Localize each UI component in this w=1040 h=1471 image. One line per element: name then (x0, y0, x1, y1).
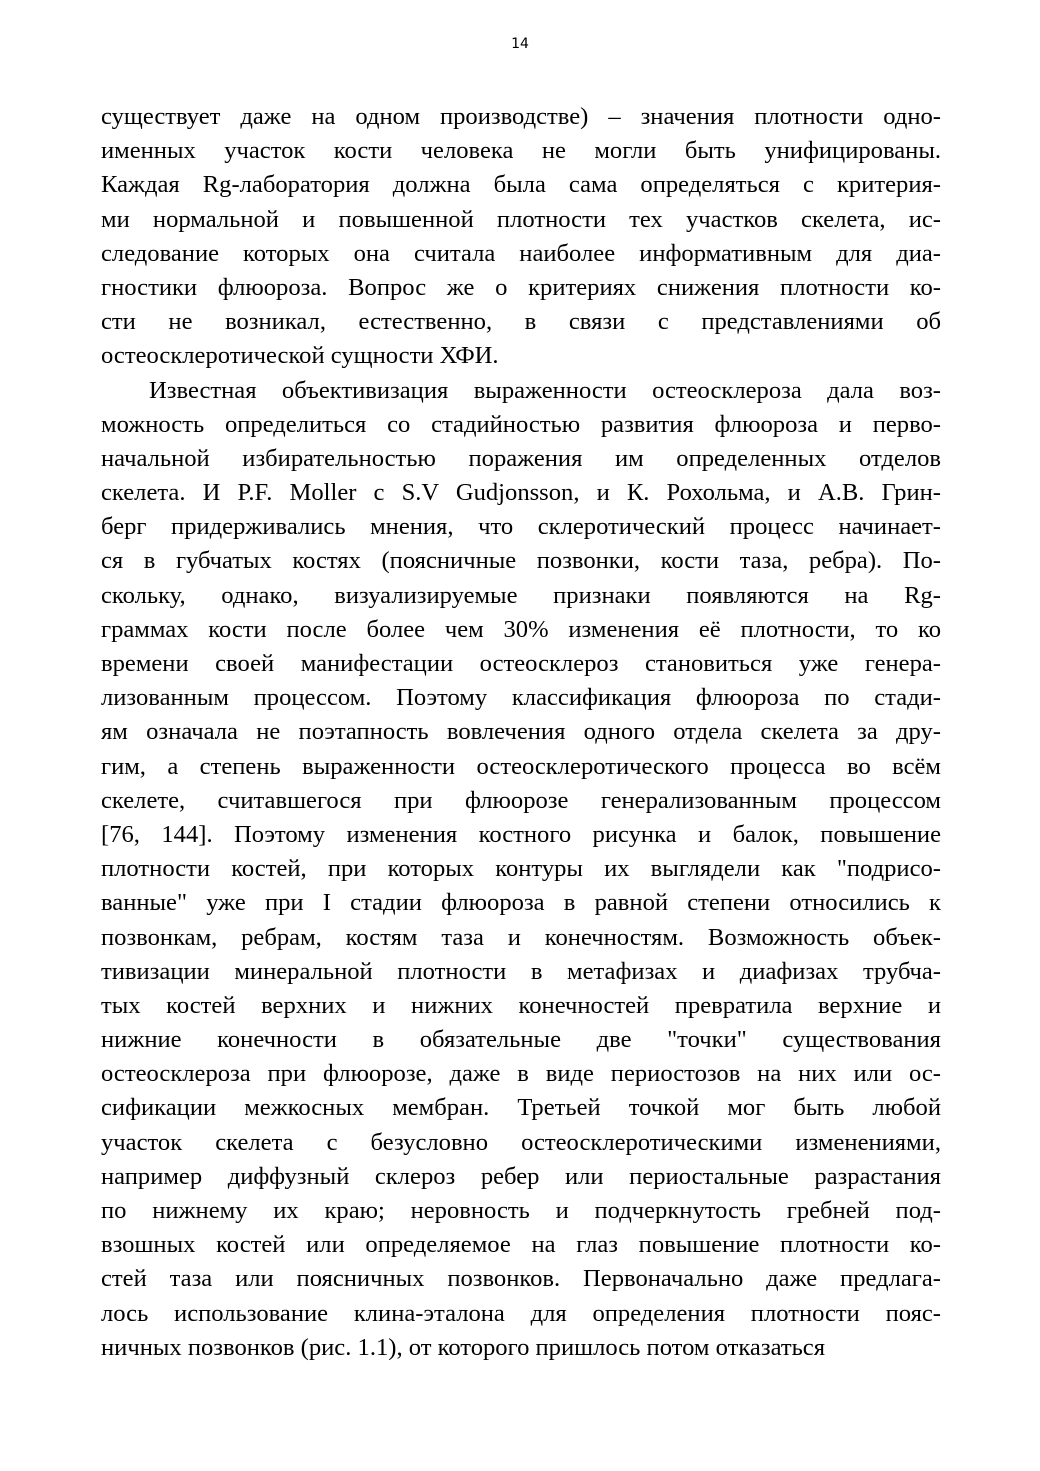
text-line: остеосклероза при флюорозе, даже в виде периостозов на них или ос- (101, 1060, 941, 1088)
text-line: остеосклеротической сущности ХФИ. (101, 342, 499, 370)
text-line: берг придерживались мнения, что склеротический процесс начинает- (101, 513, 941, 541)
text-line: гим, а степень выраженности остеосклеротического процесса во всём (101, 752, 941, 780)
text-line: позвонкам, ребрам, костям таза и конечностям. Возможность объек- (101, 923, 941, 951)
text-line: тивизации минеральной плотности в метафизах и диафизах трубча- (101, 957, 941, 985)
text-line: можность определиться со стадийностью развития флюороза и перво- (101, 410, 941, 438)
text-line: ничных позвонков (рис. 1.1), от которого пришлось потом отказаться (101, 1333, 826, 1361)
body-text (101, 100, 941, 1365)
text-line: ям означала не поэтапность вовлечения одного отдела скелета за дру- (101, 718, 941, 746)
text-line: участок скелета с безусловно остеосклеротическими изменениями, (101, 1128, 941, 1156)
text-line: [76, 144]. Поэтому изменения костного рисунка и балок, повышение (101, 820, 941, 848)
text-line: начальной избирательностью поражения им определенных отделов (101, 444, 941, 472)
text-line: нижние конечности в обязательные две "точки" существования (101, 1026, 941, 1054)
text-line: лось использование клина-эталона для определения плотности пояс- (101, 1299, 941, 1327)
text-line: Каждая Rg-лаборатория должна была сама определяться с критерия- (101, 171, 941, 199)
text-line: ся в губчатых костях (поясничные позвонки, кости таза, ребра). По- (101, 547, 941, 575)
text-line: плотности костей, при которых контуры их выглядели как "подрисо- (101, 855, 941, 883)
text-line: существует даже на одном производстве) – значения плотности одно- (101, 103, 941, 130)
text-line: именных участок кости человека не могли быть унифицированы. (101, 137, 941, 165)
paragraph-1 (101, 100, 941, 374)
text-line: по нижнему их краю; неровность и подчеркнутость гребней под- (101, 1197, 941, 1224)
text-line: граммах кости после более чем 30% изменения её плотности, то ко (101, 615, 941, 643)
text-line: скелета. И P.F. Moller с S.V Gudjonsson, и К. Рохольма, и А.В. Грин- (101, 479, 941, 507)
text-line: сти не возникал, естественно, в связи с представлениями об (101, 308, 941, 336)
text-line: лизованным процессом. Поэтому классификация флюороза по стади- (101, 684, 941, 712)
text-line: ванные" уже при I стадии флюороза в равной степени относились к (101, 889, 941, 917)
text-line: гностики флюороза. Вопрос же о критериях снижения плотности ко- (101, 273, 941, 301)
text-line: сификации межкосных мембран. Третьей точкой мог быть любой (101, 1094, 941, 1122)
text-line: времени своей манифестации остеосклероз становиться уже генера- (101, 650, 941, 677)
text-line: Известная объективизация выраженности остеосклероза дала воз- (149, 376, 941, 404)
text-line: взошных костей или определяемое на глаз повышение плотности ко- (101, 1231, 941, 1259)
text-line: скольку, однако, визуализируемые признаки появляются на Rg- (101, 581, 941, 609)
page-number: 14 (511, 36, 529, 52)
paragraph-2 (101, 374, 941, 1365)
text-line: скелете, считавшегося при флюорозе генерализованным процессом (101, 786, 941, 814)
text-line: ми нормальной и повышенной плотности тех участков скелета, ис- (101, 205, 941, 233)
text-line: стей таза или поясничных позвонков. Первоначально даже предлага- (101, 1265, 941, 1293)
text-line: следование которых она считала наиболее информативным для диа- (101, 239, 941, 267)
text-line: например диффузный склероз ребер или периостальные разрастания (101, 1162, 941, 1190)
text-line: тых костей верхних и нижних конечностей превратила верхние и (101, 991, 941, 1019)
